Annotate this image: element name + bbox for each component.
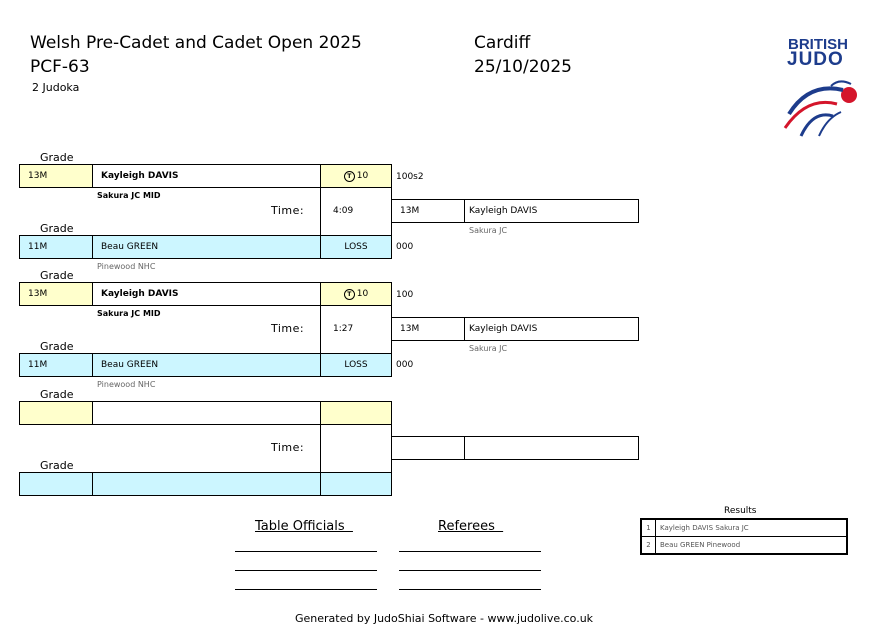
white-result: T 10 [320, 164, 392, 188]
blue-grade: 11M [19, 235, 93, 259]
white-club: Sakura JC MID [97, 309, 161, 318]
winner-club: Sakura JC [469, 226, 508, 235]
results-place: 2 [642, 537, 656, 553]
white-name: Kayleigh DAVIS [92, 164, 321, 188]
blue-result: LOSS [320, 353, 392, 377]
grade-label: Grade [40, 459, 74, 472]
white-grade: 13M [19, 282, 93, 306]
official-signature-line [235, 589, 377, 590]
grade-label: Grade [40, 269, 74, 282]
official-signature-line [235, 570, 377, 571]
time-label: Time: [271, 441, 305, 454]
blue-result: LOSS [320, 235, 392, 259]
divider [320, 188, 321, 235]
blue-name: Beau GREEN [92, 353, 321, 377]
grade-label: Grade [40, 151, 74, 164]
white-score: 100 [396, 290, 414, 300]
event-date: 25/10/2025 [474, 57, 572, 77]
empty-blue-name [92, 472, 321, 496]
logo-line1: BRITISH [788, 36, 848, 53]
results-place: 1 [642, 520, 656, 536]
referees-title: Referees [438, 519, 504, 534]
time-label: Time: [271, 204, 305, 217]
results-entry: Beau GREEN Pinewood [660, 541, 741, 549]
event-title: Welsh Pre-Cadet and Cadet Open 2025 [30, 33, 362, 53]
ippon-icon: T [344, 289, 355, 300]
referee-signature-line [399, 570, 541, 571]
results-entry: Kayleigh DAVIS Sakura JC [660, 524, 749, 532]
time-label: Time: [271, 322, 305, 335]
referee-signature-line [399, 551, 541, 552]
logo-line2: JUDO [787, 49, 844, 70]
blue-name: Beau GREEN [92, 235, 321, 259]
white-grade: 13M [19, 164, 93, 188]
grade-label: Grade [40, 388, 74, 401]
white-result: T 10 [320, 282, 392, 306]
empty-white-result [320, 401, 392, 425]
results-title: Results [724, 506, 757, 516]
winner-club: Sakura JC [469, 344, 508, 353]
blue-score: 000 [396, 360, 414, 370]
results-table [640, 518, 848, 555]
judoka-count: 2 Judoka [32, 81, 80, 94]
category-title: PCF-63 [30, 57, 90, 77]
table-officials-title: Table Officials [255, 519, 353, 534]
match-time: 1:27 [333, 324, 354, 334]
blue-club: Pinewood NHC [97, 262, 156, 271]
referee-signature-line [399, 589, 541, 590]
winner-name: Kayleigh DAVIS [464, 317, 639, 341]
white-score: 100s2 [396, 172, 424, 182]
ippon-icon: T [344, 171, 355, 182]
results-row [642, 520, 846, 537]
event-location: Cardiff [474, 33, 531, 53]
winner-grade: 13M [391, 199, 465, 223]
empty-white-name [92, 401, 321, 425]
empty-blue-result [320, 472, 392, 496]
results-row [642, 537, 846, 553]
blue-club: Pinewood NHC [97, 380, 156, 389]
winner-grade: 13M [391, 317, 465, 341]
blue-score: 000 [396, 242, 414, 252]
empty-winner-grade [391, 436, 465, 460]
official-signature-line [235, 551, 377, 552]
british-judo-logo [775, 34, 865, 144]
white-name: Kayleigh DAVIS [92, 282, 321, 306]
judoka-figure-icon [779, 74, 865, 140]
empty-winner-name [464, 436, 639, 460]
winner-name: Kayleigh DAVIS [464, 199, 639, 223]
divider [320, 425, 321, 472]
empty-blue-grade [19, 472, 93, 496]
match-time: 4:09 [333, 206, 354, 216]
white-club: Sakura JC MID [97, 191, 161, 200]
divider [320, 306, 321, 353]
empty-white-grade [19, 401, 93, 425]
footer-text: Generated by JudoShiai Software - www.judolive.co.uk [295, 612, 594, 625]
grade-label: Grade [40, 340, 74, 353]
blue-grade: 11M [19, 353, 93, 377]
grade-label: Grade [40, 222, 74, 235]
